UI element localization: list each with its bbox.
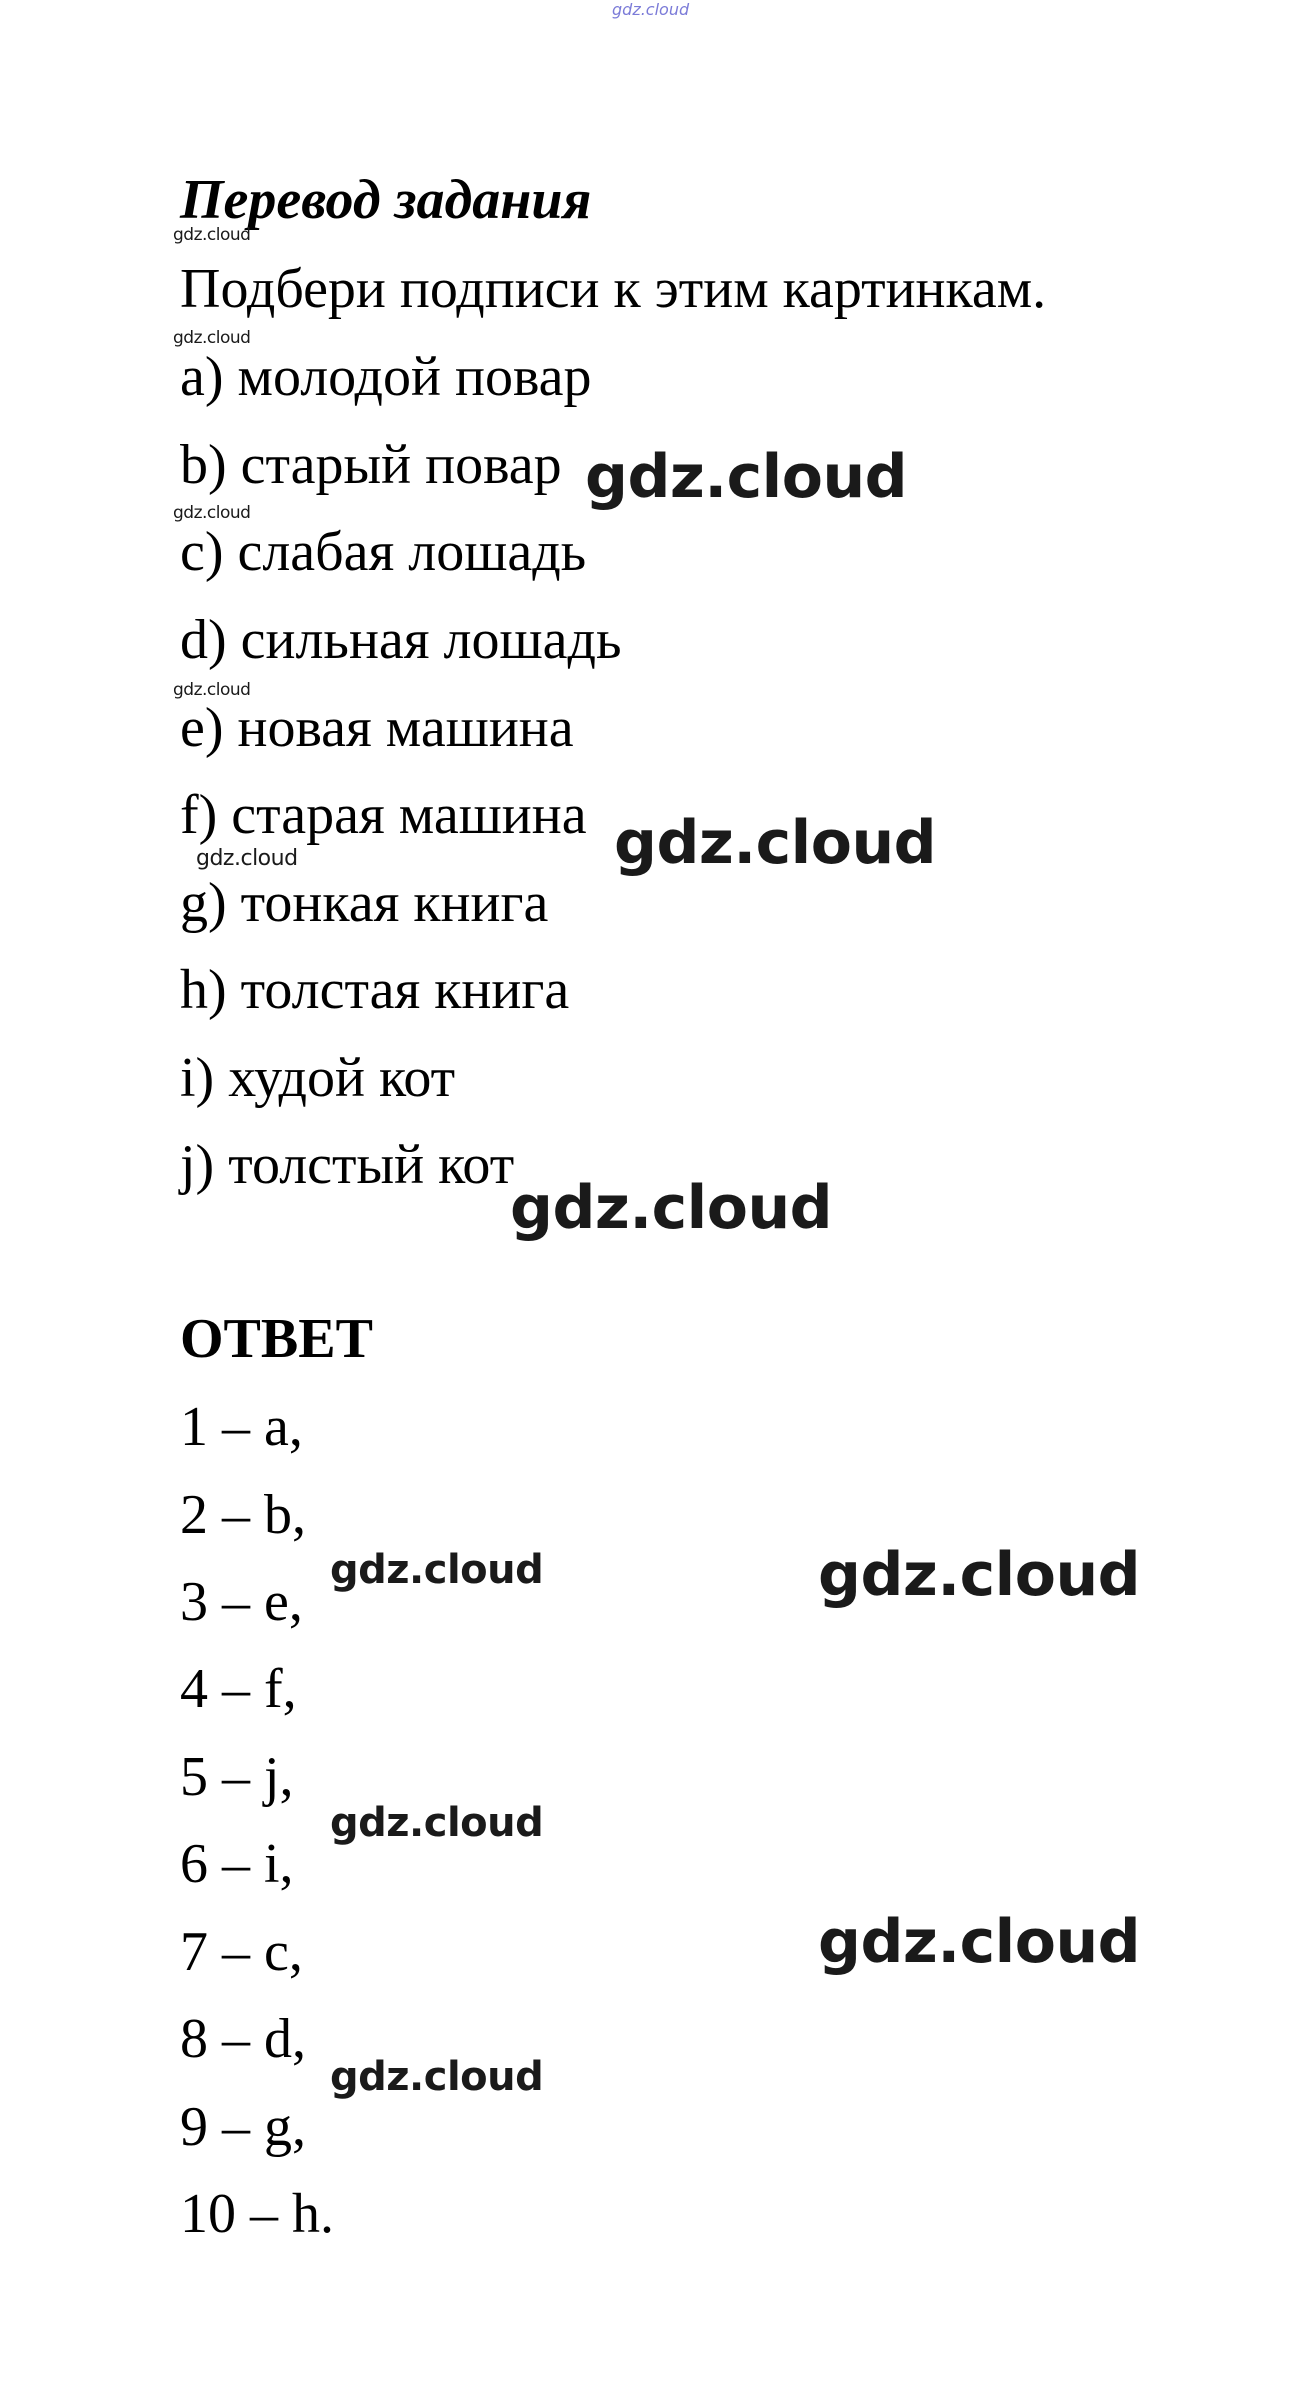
option-c: c) слабая лошадь xyxy=(180,521,587,583)
option-f: f) старая машина xyxy=(180,784,587,846)
watermark: gdz.cloud xyxy=(818,1907,1141,1977)
answer-7: 7 – c, xyxy=(180,1921,303,1983)
option-j: j) толстый кот xyxy=(180,1134,515,1196)
watermark: gdz.cloud xyxy=(196,846,298,871)
watermark: gdz.cloud xyxy=(330,1800,544,1846)
watermark: gdz.cloud xyxy=(330,2054,544,2100)
answer-1: 1 – a, xyxy=(180,1396,303,1458)
watermark: gdz.cloud xyxy=(173,680,251,700)
watermark: gdz.cloud xyxy=(173,503,251,523)
watermark: gdz.cloud xyxy=(585,442,908,512)
watermark: gdz.cloud xyxy=(173,328,251,348)
instruction-text: Подбери подписи к этим картинкам. xyxy=(180,258,1047,320)
answer-9: 9 – g, xyxy=(180,2096,306,2158)
answer-3: 3 – e, xyxy=(180,1571,303,1633)
answer-heading: ОТВЕТ xyxy=(180,1308,373,1370)
option-e: e) новая машина xyxy=(180,697,574,759)
option-h: h) толстая книга xyxy=(180,959,570,1021)
task-heading: Перевод задания xyxy=(180,169,592,231)
watermark: gdz.cloud xyxy=(614,808,937,878)
option-d: d) сильная лошадь xyxy=(180,609,622,671)
option-i: i) худой кот xyxy=(180,1047,456,1109)
answer-2: 2 – b, xyxy=(180,1484,306,1546)
top-watermark: gdz.cloud xyxy=(612,0,690,19)
watermark: gdz.cloud xyxy=(818,1540,1141,1610)
watermark: gdz.cloud xyxy=(330,1547,544,1593)
answer-8: 8 – d, xyxy=(180,2008,306,2070)
option-g: g) тонкая книга xyxy=(180,872,549,934)
watermark: gdz.cloud xyxy=(173,225,251,245)
answer-5: 5 – j, xyxy=(180,1746,294,1808)
option-b: b) старый повар xyxy=(180,434,562,496)
watermark: gdz.cloud xyxy=(510,1173,833,1243)
answer-4: 4 – f, xyxy=(180,1658,297,1720)
answer-6: 6 – i, xyxy=(180,1833,294,1895)
option-a: a) молодой повар xyxy=(180,346,592,408)
answer-10: 10 – h. xyxy=(180,2183,334,2245)
